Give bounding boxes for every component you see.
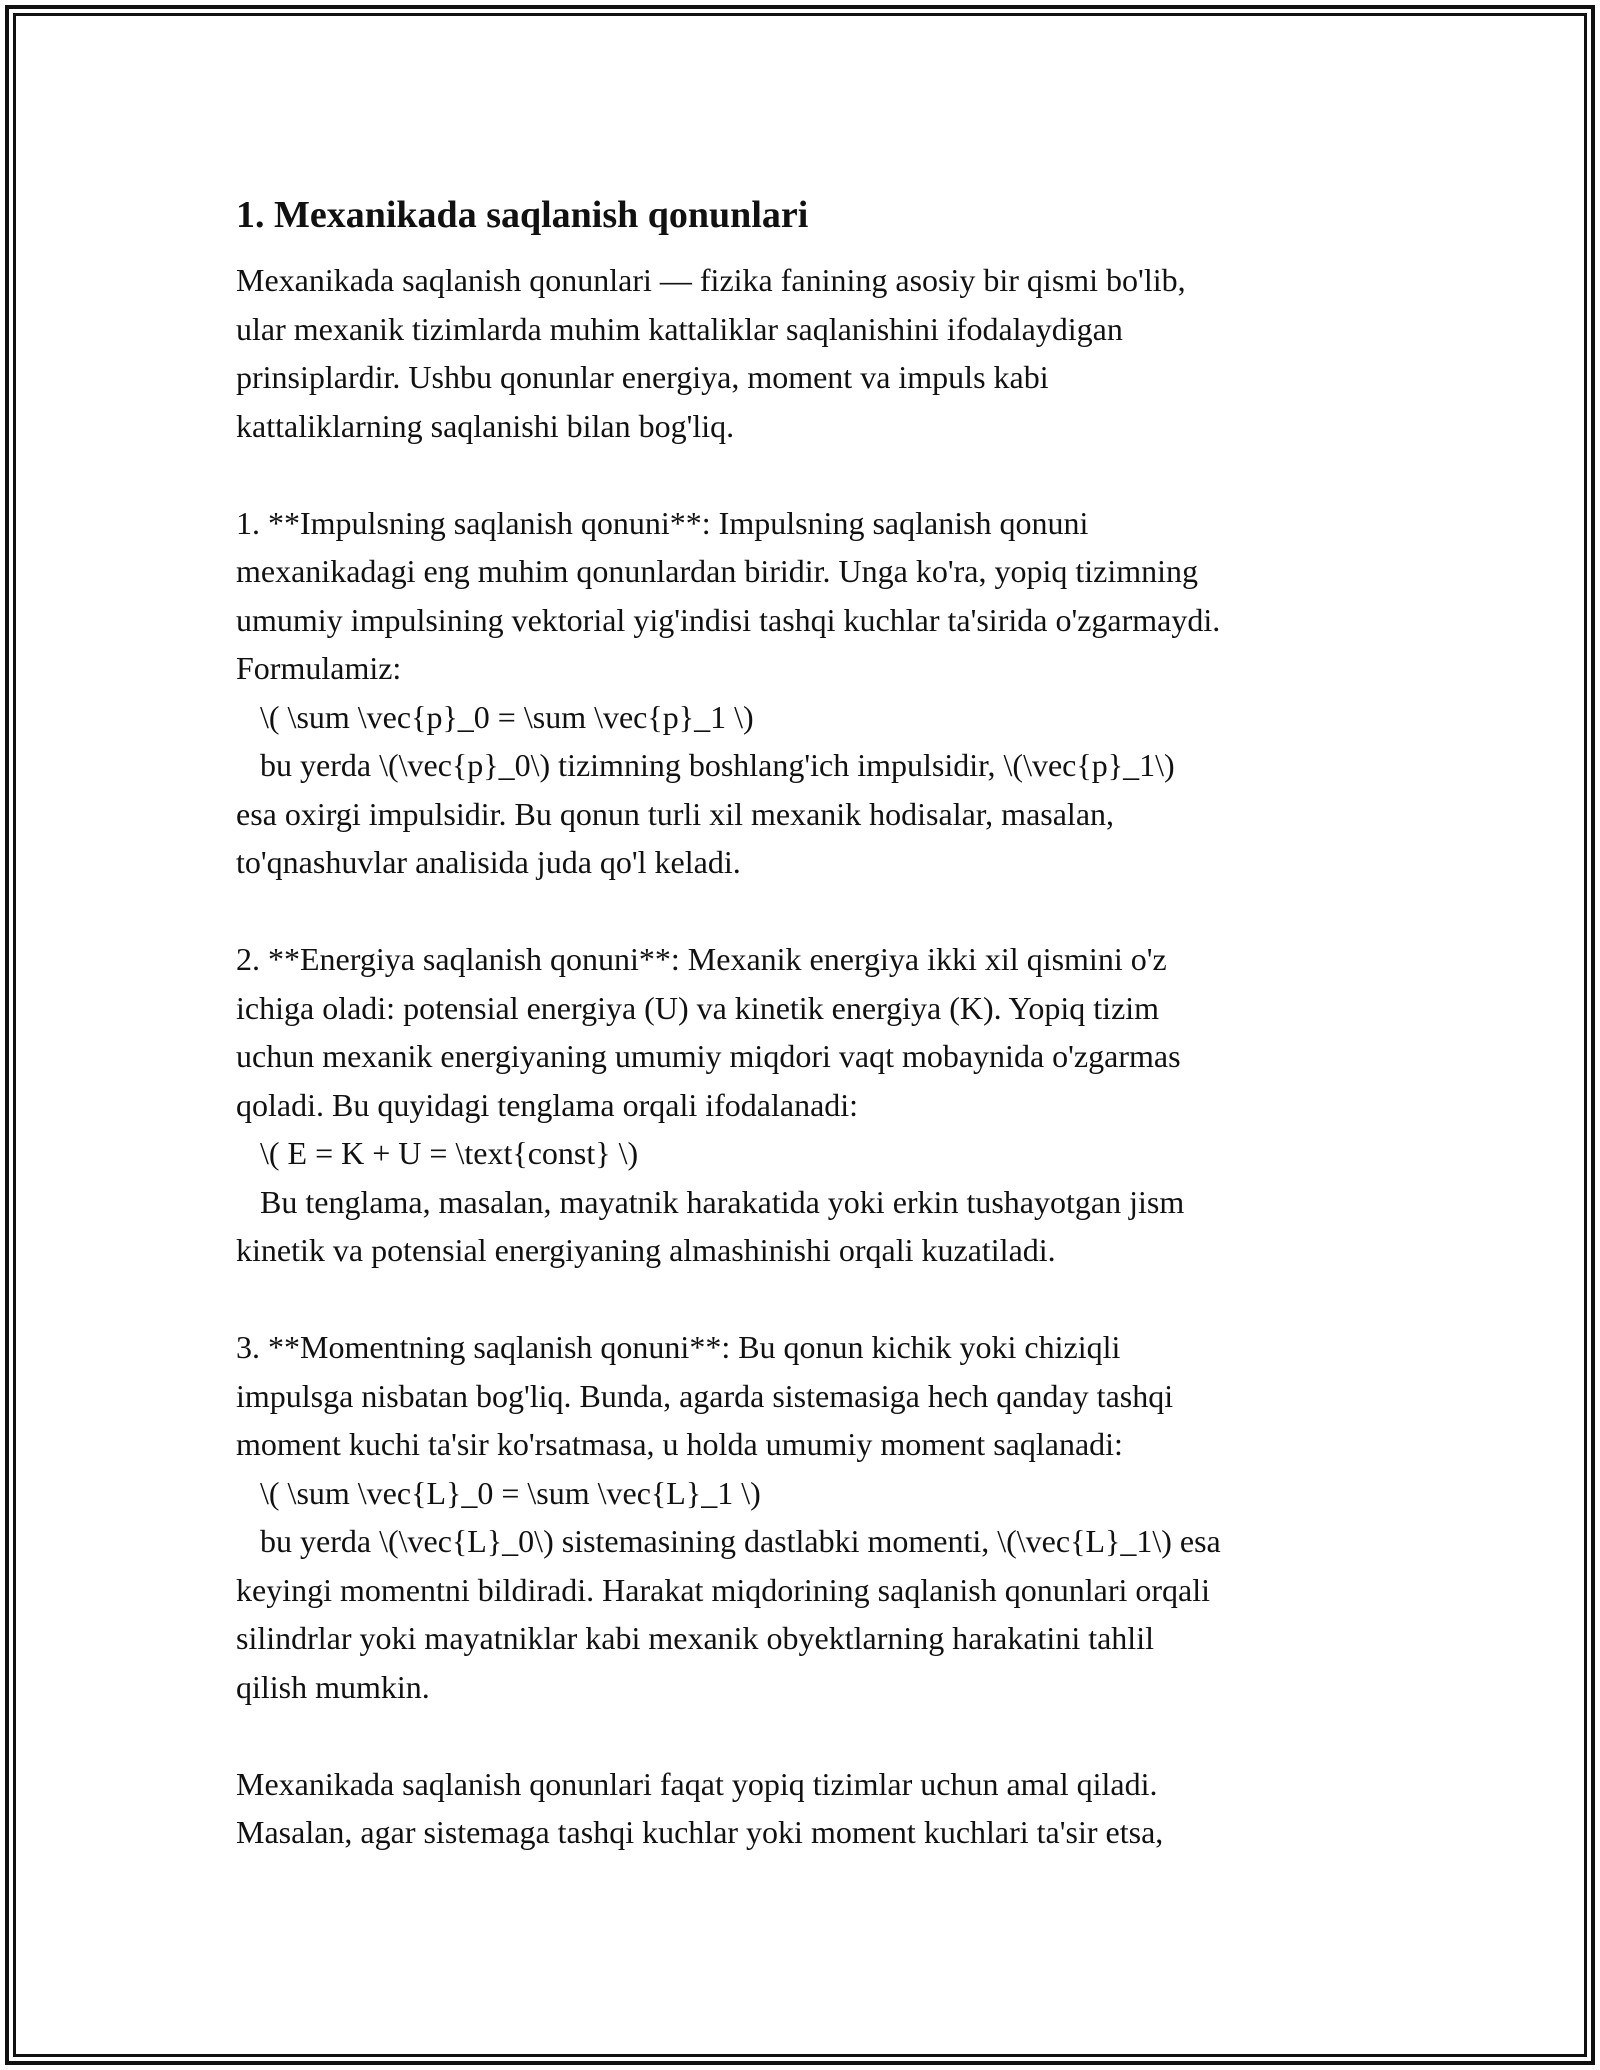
paragraph-spacer <box>236 1275 1376 1324</box>
formula-line: \( E = K + U = \text{const} \) <box>236 1135 639 1171</box>
text-line: bu yerda \(\vec{p}_0\) tizimning boshlang'ich impulsidir, \(\vec{p}_1\) <box>236 747 1175 783</box>
text-line: umumiy impulsining vektorial yig'indisi tashqi kuchlar ta'sirida o'zgarmaydi. <box>236 601 1221 638</box>
text-line: kinetik va potensial energiyaning almashinishi orqali kuzatiladi. <box>236 1232 1056 1268</box>
document-body <box>236 184 1376 1857</box>
paragraph-spacer <box>236 1711 1376 1760</box>
text-line: bu yerda \(\vec{L}_0\) sistemasining dastlabki momenti, \(\vec{L}_1\) esa <box>236 1523 1221 1559</box>
text-line: 3. **Momentning saqlanish qonuni**: Bu qonun kichik yoki chiziqli <box>236 1329 1121 1365</box>
text-line: Bu tenglama, masalan, mayatnik harakatida yoki erkin tushayotgan jism <box>236 1183 1185 1220</box>
text-line: kattaliklarning saqlanishi bilan bog'liq. <box>236 407 735 444</box>
section-heading: 1. Mexanikada saqlanish qonunlari <box>236 194 809 236</box>
formula-line: \( \sum \vec{L}_0 = \sum \vec{L}_1 \) <box>236 1474 761 1511</box>
text-line: uchun mexanik energiyaning umumiy miqdori vaqt mobaynida o'zgarmas <box>236 1038 1181 1074</box>
text-line: 1. **Impulsning saqlanish qonuni**: Impulsning saqlanish qonuni <box>236 504 1089 541</box>
text-line: prinsiplardir. Ushbu qonunlar energiya, moment va impuls kabi <box>236 359 1049 395</box>
text-line: Formulamiz: <box>236 650 402 686</box>
text-line: moment kuchi ta'sir ko'rsatmasa, u holda umumiy moment saqlanadi: <box>236 1426 1123 1462</box>
text-line: Masalan, agar sistemaga tashqi kuchlar yoki moment kuchlari ta'sir etsa, <box>236 1814 1164 1850</box>
paragraph-energy-law <box>236 935 1376 1275</box>
text-line: ichiga oladi: potensial energiya (U) va kinetik energiya (K). Yopiq tizim <box>236 989 1160 1026</box>
text-line: to'qnashuvlar analisida juda qo'l keladi. <box>236 844 741 880</box>
paragraph-closing <box>236 1760 1376 1857</box>
text-line: impulsga nisbatan bog'liq. Bunda, agarda sistemasiga hech qanday tashqi <box>236 1377 1174 1414</box>
text-line: 2. **Energiya saqlanish qonuni**: Mexanik energiya ikki xil qismini o'z <box>236 941 1167 977</box>
text-line: ular mexanik tizimlarda muhim kattaliklar saqlanishini ifodalaydigan <box>236 310 1123 347</box>
text-line: Mexanikada saqlanish qonunlari faqat yopiq tizimlar uchun amal qiladi. <box>236 1765 1158 1802</box>
text-line: Mexanikada saqlanish qonunlari — fizika fanining asosiy bir qismi bo'lib, <box>236 262 1186 298</box>
paragraph-spacer <box>236 887 1376 936</box>
paragraph-intro <box>236 256 1376 450</box>
formula-line: \( \sum \vec{p}_0 = \sum \vec{p}_1 \) <box>236 698 754 735</box>
paragraph-spacer <box>236 450 1376 499</box>
text-line: qoladi. Bu quyidagi tenglama orqali ifodalanadi: <box>236 1086 859 1123</box>
text-line: mexanikadagi eng muhim qonunlardan biridir. Unga ko'ra, yopiq tizimning <box>236 553 1199 589</box>
text-line: esa oxirgi impulsidir. Bu qonun turli xil mexanik hodisalar, masalan, <box>236 795 1115 832</box>
paragraph-impulse-law <box>236 499 1376 887</box>
text-line: silindrlar yoki mayatniklar kabi mexanik obyektlarning harakatini tahlil <box>236 1620 1154 1656</box>
text-line: keyingi momentni bildiradi. Harakat miqdorining saqlanish qonunlari orqali <box>236 1571 1211 1608</box>
paragraph-momentum-law <box>236 1323 1376 1711</box>
text-line: qilish mumkin. <box>236 1668 430 1705</box>
